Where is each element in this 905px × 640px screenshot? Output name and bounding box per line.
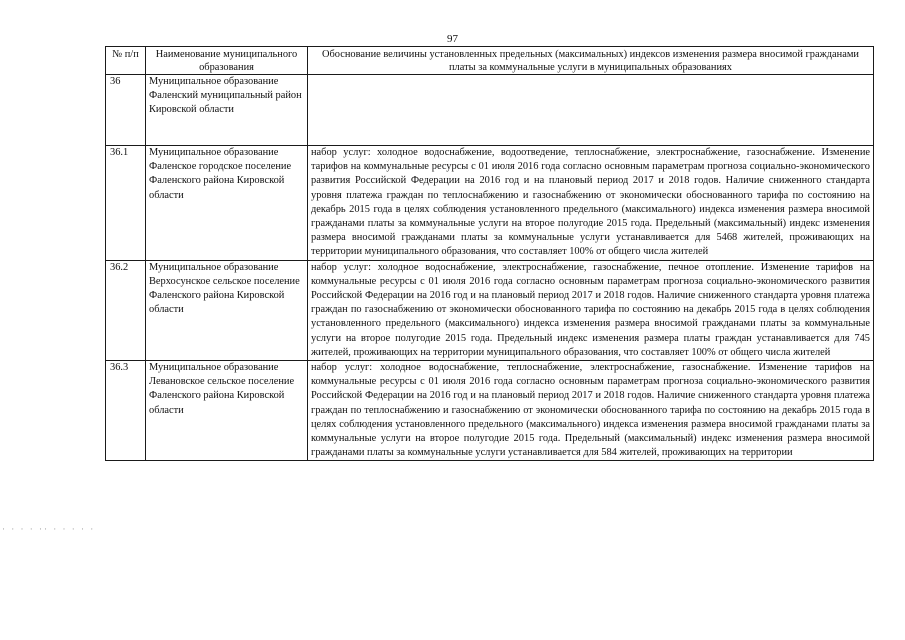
justification-text: набор услуг: холодное водоснабжение, водоотведение, теплоснабжение, электроснабжение, газоснабжение. Изменение тарифов на коммунальные ресурсы с 01 июля 2016 года согласно основным параметрам прогноза социально-экономического развития Российской Федерации на 2016 год и на плановый период 2017 и 2018 годов. Наличие сниженного стандарта уровня платежа граждан по теплоснабжению и газоснабжению от экономически обоснованного тарифа по состоянию на декабрь 2015 года в целях соблюдения установленного предельного (максимального) индекса изменения размера вносимой гражданами платы за коммунальные услуги на второе полугодие 2015 года. Предельный (максимальный) индекс изменения размера вносимой гражданами платы за коммунальные услуги устанавливается для 5468 жителей, проживающих на территории муниципального образования, что составляет 100% от общего числа жителей bbox=[308, 146, 874, 261]
scan-artifact: · · · · ·· · · · · · bbox=[2, 524, 96, 534]
row-number: 36.1 bbox=[106, 146, 146, 261]
municipality-name: Муниципальное образование Левановское сельское поселение Фаленского района Кировской области bbox=[146, 361, 308, 461]
justification-text: набор услуг: холодное водоснабжение, электроснабжение, газоснабжение, печное отопление. Изменение тарифов на коммунальные ресурсы с 01 июля 2016 года согласно основным параметрам прогноза социально-экономического развития Российской Федерации на 2016 год и на плановый период 2017 и 2018 годов. Наличие сниженного стандарта уровня платежа граждан по газоснабжению от экономически обоснованного тарифа по состоянию на декабрь 2015 года в целях соблюдения установленного предельного (максимального) индекса изменения размера вносимой гражданами платы за коммунальные услуги на второе полугодие 2015 года. Предельный индекс изменения размера платы граждан устанавливается для 745 жителей, проживающих на территории муниципального образования, что составляет 100% от общего числа жителей bbox=[308, 260, 874, 360]
municipality-name: Муниципальное образование Фаленское городское поселение Фаленского района Кировской области bbox=[146, 146, 308, 261]
municipality-name: Муниципальное образование Фаленский муниципальный район Кировской области bbox=[146, 75, 308, 146]
municipality-name: Муниципальное образование Верхосунское сельское поселение Фаленского района Кировской области bbox=[146, 260, 308, 360]
row-number: 36 bbox=[106, 75, 146, 146]
justification-text bbox=[308, 75, 874, 146]
municipal-tariff-table bbox=[105, 46, 874, 461]
row-number: 36.3 bbox=[106, 361, 146, 461]
page-number: 97 bbox=[447, 33, 458, 45]
table-header-row bbox=[106, 47, 874, 75]
table-row bbox=[106, 75, 874, 146]
header-name: Наименование муниципального образования bbox=[146, 47, 308, 75]
table-row bbox=[106, 361, 874, 461]
table-row bbox=[106, 146, 874, 261]
header-num: № п/п bbox=[106, 47, 146, 75]
row-number: 36.2 bbox=[106, 260, 146, 360]
header-justification: Обоснование величины установленных предельных (максимальных) индексов изменения размера вносимой гражданами платы за коммунальные услуги в муниципальных образованиях bbox=[308, 47, 874, 75]
table-row bbox=[106, 260, 874, 360]
justification-text: набор услуг: холодное водоснабжение, теплоснабжение, электроснабжение, газоснабжение. Изменение тарифов на коммунальные ресурсы с 01 июля 2016 года согласно основным параметрам прогноза социально-экономического развития Российской Федерации на 2016 год и на плановый период 2017 и 2018 годов. Наличие сниженного стандарта уровня платежа граждан по теплоснабжению и газоснабжению от экономически обоснованного тарифа по состоянию на декабрь 2015 года в целях соблюдения установленного предельного (максимального) индекса изменения размера вносимой гражданами платы за коммунальные услуги на второе полугодие 2015 года. Предельный (максимальный) индекс изменения размера вносимой гражданами платы за коммунальные услуги устанавливается для 584 жителей, проживающих на территории bbox=[308, 361, 874, 461]
